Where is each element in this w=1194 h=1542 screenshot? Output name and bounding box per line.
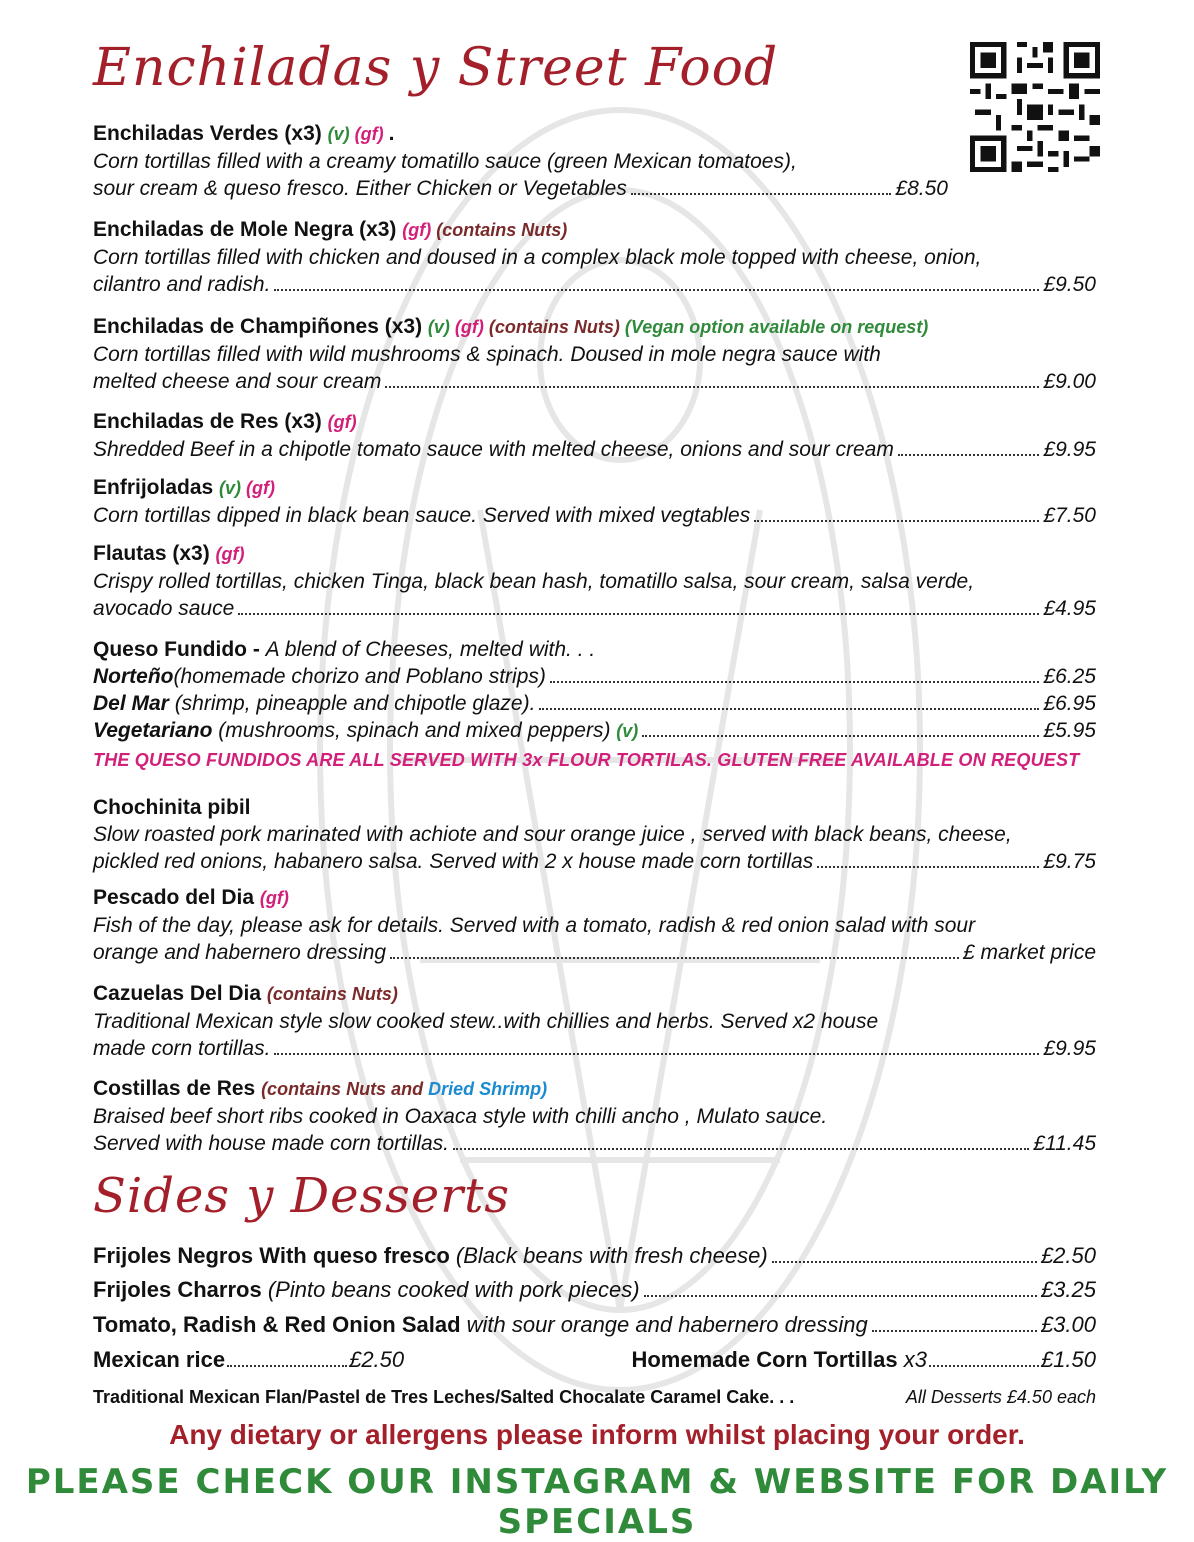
menu-item — [93, 408, 1096, 463]
queso-option-price: £6.25 — [1043, 665, 1096, 688]
dot-leader — [274, 1052, 1039, 1055]
queso-option — [93, 663, 1096, 690]
menu-item-price: £9.00 — [1043, 370, 1096, 393]
description-text: Slow roasted pork marinated with achiote and sour orange juice , served with black beans, cheese, — [93, 823, 1012, 846]
description-text: Braised beef short ribs cooked in Oaxaca style with chilli ancho , Mulato sauce. — [93, 1105, 828, 1128]
description-text: Corn tortillas filled with wild mushrooms & spinach. Doused in mole negra sauce with — [93, 343, 881, 366]
menu-item-name: Enfrijoladas (v) (gf) — [93, 476, 276, 499]
description-text: orange and habernero dressing — [93, 941, 387, 964]
dot-leader — [898, 453, 1040, 456]
menu-item — [93, 216, 1096, 298]
menu-item-description — [93, 1103, 1096, 1130]
menu-item — [93, 120, 1096, 202]
menu-item — [93, 980, 1096, 1062]
dot-leader — [550, 680, 1040, 683]
side-item-price: £3.25 — [1040, 1277, 1096, 1302]
desserts-line — [93, 1387, 1096, 1408]
queso-intro: A blend of Cheeses, melted with. . . — [265, 638, 596, 661]
dietary-tag: (gf) — [402, 220, 437, 240]
side-item-price: £3.00 — [1040, 1312, 1096, 1337]
menu-item-description — [93, 148, 1096, 175]
menu-item-price: £ market price — [962, 941, 1096, 964]
dietary-tag: Dried Shrimp) — [428, 1079, 548, 1099]
queso-option-price: £6.95 — [1043, 692, 1096, 715]
menu-item — [93, 1075, 1096, 1157]
dietary-tag: (v) — [219, 478, 247, 498]
menu-item-name: Enchiladas de Mole Negra (x3) (gf) (contains Nuts) — [93, 218, 568, 241]
dot-leader — [390, 956, 959, 959]
dot-leader — [274, 288, 1039, 291]
side-item-price: £2.50 — [1040, 1243, 1096, 1268]
menu-item-name: Flautas (x3) (gf) — [93, 542, 245, 565]
menu-item-description — [93, 821, 1096, 848]
side-row — [93, 1343, 1096, 1377]
dot-leader — [642, 734, 1039, 737]
dietary-tag: (gf) — [259, 888, 289, 908]
menu-item-description — [93, 436, 1096, 463]
description-text: made corn tortillas. — [93, 1037, 271, 1060]
dietary-tag: (contains Nuts — [261, 1079, 392, 1099]
menu-item-description — [93, 1035, 1096, 1062]
menu-item-description — [93, 271, 1096, 298]
heading-sides-desserts: Sides y Desserts — [93, 1168, 511, 1224]
side-item-text — [93, 1308, 868, 1342]
description-text: Corn tortillas filled with a creamy tomatillo sauce (green Mexican tomatoes), — [93, 150, 797, 173]
menu-item — [93, 313, 1096, 395]
menu-item-description — [93, 502, 1096, 529]
description-text: cilantro and radish. — [93, 273, 271, 296]
menu-item-price: £9.95 — [1043, 438, 1096, 461]
dietary-tag: (gf) — [454, 317, 489, 337]
queso-option-name: Norteño — [93, 665, 174, 688]
menu-item-description — [93, 1008, 1096, 1035]
menu-item-description — [93, 368, 1096, 395]
menu-item-description — [93, 568, 1096, 595]
side-item-price: £1.50 — [1040, 1347, 1096, 1372]
menu-item-description — [93, 175, 948, 202]
queso-option-name: Vegetariano — [93, 719, 213, 742]
dietary-tag: (v) — [616, 721, 639, 741]
dot-leader — [929, 1365, 1039, 1367]
dot-leader — [453, 1147, 1029, 1150]
menu-item-price: £11.45 — [1033, 1132, 1096, 1155]
side-item-name: Frijoles Negros With queso fresco — [93, 1243, 450, 1268]
side-item-name: Homemade Corn Tortillas — [631, 1347, 898, 1372]
menu-item-name: Enchiladas Verdes (x3) (v) (gf) . — [93, 122, 395, 145]
menu-item-price: £9.50 — [1043, 273, 1096, 296]
queso-option-text: Vegetariano (mushrooms, spinach and mixed peppers) (v) — [93, 719, 639, 742]
side-item — [93, 1308, 1096, 1342]
menu-item — [93, 794, 1096, 875]
dietary-tag: (gf) — [354, 124, 389, 144]
menu-item-price: £4.95 — [1043, 597, 1096, 620]
menu-item-name: Chochinita pibil — [93, 796, 251, 819]
allergen-notice: Any dietary or allergens please inform whilst placing your order. — [169, 1419, 1025, 1450]
queso-option-name: Del Mar — [93, 692, 169, 715]
menu-item — [93, 540, 1096, 622]
description-text: Shredded Beef in a chipotle tomato sauce with melted cheese, onions and sour cream — [93, 438, 894, 461]
description-text: Fish of the day, please ask for details. Served with a tomato, radish & red onion salad with sour — [93, 914, 976, 937]
menu-item — [93, 474, 1096, 529]
dietary-tag: (Vegan option available on request) — [624, 317, 929, 337]
queso-option — [93, 690, 1096, 717]
dot-leader — [754, 519, 1039, 522]
queso-note: THE QUESO FUNDIDOS ARE ALL SERVED WITH 3x FLOUR TORTILAS. GLUTEN FREE AVAILABLE ON REQUEST — [93, 750, 1080, 770]
menu-item-description — [93, 912, 1096, 939]
description-text: melted cheese and sour cream — [93, 370, 382, 393]
side-item-name: Tomato, Radish & Red Onion Salad — [93, 1312, 461, 1337]
specials-banner: PLEASE CHECK OUR INSTAGRAM & WEBSITE FOR DAILY SPECIALS — [25, 1462, 1169, 1542]
menu-item-description — [93, 939, 1096, 966]
queso-title: Queso Fundido - A blend of Cheeses, melted with. . . — [93, 638, 596, 661]
side-item-name: Mexican rice — [93, 1347, 226, 1372]
dot-leader — [817, 865, 1039, 868]
dot-leader — [644, 1295, 1037, 1297]
description-text: Served with house made corn tortillas. — [93, 1132, 450, 1155]
queso-option-price: £5.95 — [1043, 719, 1096, 742]
menu-item-description — [93, 848, 1096, 875]
menu-item-description — [93, 1130, 1096, 1157]
menu-item-price: £9.75 — [1043, 850, 1096, 873]
side-item-name: Frijoles Charros — [93, 1277, 262, 1302]
dietary-tag: (v) — [427, 317, 455, 337]
desserts-list: Traditional Mexican Flan/Pastel de Tres Leches/Salted Chocalate Caramel Cake. . . — [93, 1387, 795, 1407]
desserts-price: All Desserts £4.50 each — [905, 1387, 1096, 1407]
menu-item-name: Costillas de Res (contains Nuts and Dried Shrimp) — [93, 1077, 548, 1100]
queso-option-text: Del Mar (shrimp, pineapple and chipotle glaze). — [93, 692, 536, 715]
menu-item-price: £7.50 — [1043, 504, 1096, 527]
dot-leader — [872, 1330, 1037, 1332]
description-text: Traditional Mexican style slow cooked stew..with chillies and herbs. Served x2 house — [93, 1010, 879, 1033]
dot-leader — [772, 1261, 1037, 1263]
dietary-tag: and — [391, 1079, 429, 1099]
side-item-desc: with sour orange and habernero dressing — [460, 1312, 868, 1337]
menu-item-description — [93, 595, 1096, 622]
queso-fundido-block — [93, 636, 1096, 745]
dot-leader — [227, 1365, 347, 1367]
menu-item-price: £9.95 — [1043, 1037, 1096, 1060]
menu-item-price: £8.50 — [895, 177, 948, 200]
menu-item — [93, 884, 1096, 966]
menu-item-name: Enchiladas de Champiñones (x3) (v) (gf) (contains Nuts) (Vegan option available on request) — [93, 315, 929, 338]
side-tortillas — [631, 1343, 926, 1377]
dietary-tag: (gf) — [215, 544, 245, 564]
dietary-tag: (gf) — [327, 412, 357, 432]
menu-item-name: Enchiladas de Res (x3) (gf) — [93, 410, 357, 433]
heading-street-food: Enchiladas y Street Food — [93, 38, 779, 98]
side-item-desc: (Black beans with fresh cheese) — [449, 1243, 768, 1268]
dot-leader — [631, 192, 892, 195]
side-item-desc: x3 — [897, 1347, 927, 1372]
side-item-desc: (Pinto beans cooked with pork pieces) — [261, 1277, 640, 1302]
dietary-tag: (contains Nuts) — [436, 220, 568, 240]
description-text: pickled red onions, habanero salsa. Served with 2 x house made corn tortillas — [93, 850, 814, 873]
menu-item-name: Cazuelas Del Dia (contains Nuts) — [93, 982, 398, 1005]
description-text: sour cream & queso fresco. Either Chicken or Vegetables — [93, 177, 627, 200]
dot-leader — [385, 385, 1039, 388]
menu-item-name: Pescado del Dia (gf) — [93, 886, 289, 909]
side-rice — [93, 1343, 225, 1377]
description-text: Corn tortillas dipped in black bean sauce. Served with mixed vegtables — [93, 504, 751, 527]
side-item — [93, 1273, 1096, 1307]
menu-item-description — [93, 244, 1096, 271]
description-text: avocado sauce — [93, 597, 235, 620]
dietary-tag: (contains Nuts) — [488, 317, 625, 337]
description-text: Crispy rolled tortillas, chicken Tinga, black bean hash, tomatillo salsa, sour cream, salsa verde, — [93, 570, 975, 593]
dietary-tag: (v) — [327, 124, 355, 144]
dot-leader — [539, 707, 1039, 710]
dietary-tag: (gf) — [246, 478, 276, 498]
side-item-text — [93, 1273, 640, 1307]
side-item — [93, 1239, 1096, 1273]
side-item-text — [93, 1239, 768, 1273]
dietary-tag: (contains Nuts) — [266, 984, 398, 1004]
description-text: Corn tortillas filled with chicken and doused in a complex black mole topped with cheese, onion, — [93, 246, 982, 269]
queso-option-text: Norteño(homemade chorizo and Poblano strips) — [93, 665, 546, 688]
dot-leader — [238, 612, 1039, 615]
queso-option — [93, 717, 1096, 745]
side-item-price: £2.50 — [349, 1347, 405, 1372]
menu-item-description — [93, 341, 1096, 368]
